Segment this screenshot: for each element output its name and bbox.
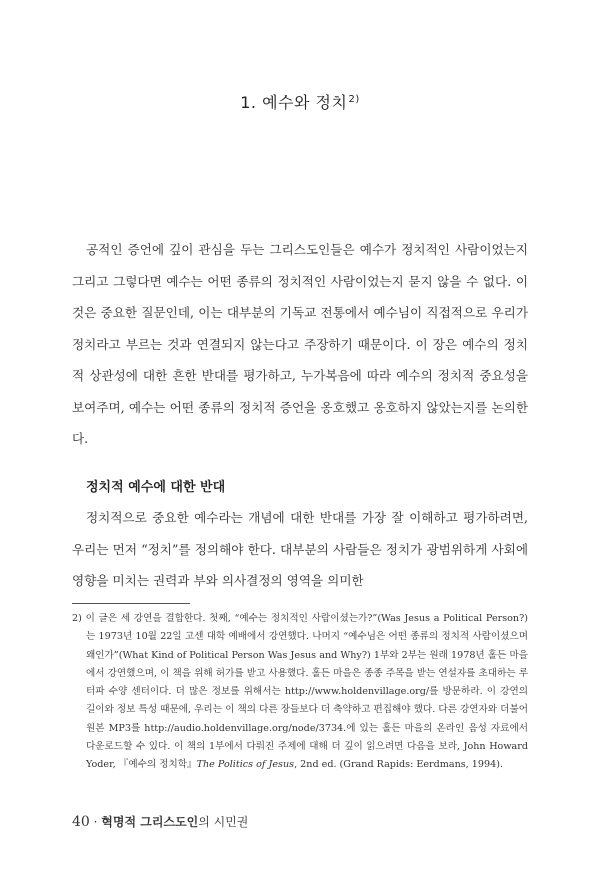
book-title-rest: 의 시민권 — [198, 815, 249, 829]
footnote — [72, 610, 528, 775]
chapter-title — [0, 90, 600, 113]
intro-paragraph: 공적인 증언에 깊이 관심을 두는 그리스도인들은 예수가 정치적인 사람이었는지 그리고 그렇다면 예수는 어떤 종류의 정치적인 사람이었는지 묻지 않을 수 없다. 이것은 중요한 질문인데, 이는 대부분의 기독교 전통에서 예수님이 직접적으로 우리가 정치라고 부르는 것과 연결되지 않는다고 주장하기 때문이다. 이 장은 예수의 정치적 상관성에 대한 흔한 반대를 평가하고, 누가복음에 따라 예수의 정치적 중요성을 보여주며, 예수는 어떤 종류의 정치적 증언을 옹호했고 옹호하지 않았는지를 논의한다. — [72, 242, 528, 446]
footnote-number: 2) — [72, 613, 82, 624]
footnote-italic-title: The Politics of Jesus — [196, 759, 295, 771]
section-paragraph: 정치적으로 중요한 예수라는 개념에 대한 반대를 가장 잘 이해하고 평가하려면, 우리는 먼저 “정치”를 정의해야 한다. 대부분의 사람들은 정치가 광범위하게 사회에 영향을 미치는 권력과 부와 의사결정의 영역을 의미한 — [72, 510, 528, 588]
footnote-text: 이 글은 세 강연을 결합한다. 첫째, “예수는 정치적인 사람이셨는가?”(Was Jesus a Political Person?)는 1973년 10월 22일 고센 대학 예배에서 강연했다. 나머지 “예수님은 어떤 종류의 정치적 사람이셨으며 왜인가”(What Kind of Political Person Was Jesus and Why?) 1부와 2부는 원래 1978년 홀든 마을에서 강연했으며, 이 책을 위해 허가를 받고 사용했다. 홀든 마을은 종종 주목을 받는 연설자를 초대하는 루터파 수양 센터이다. 더 많은 정보를 위해서는 http://www.holdenvillage.org/를 방문하라. 이 강연의 길이와 정보 특성 때문에, 우리는 이 책의 다른 장들보다 더 축약하고 편집해야 했다. 다른 강연자와 더불어 원본 MP3를 http://audio.holdenvillage.org/node/3734.에 있는 홀든 마을의 온라인 음성 자료에서 다운로드할 수 있다. 이 책의 1부에서 다뤄진 주제에 대해 더 깊이 읽으려면 다음을 보라, John Howard Yoder, 『예수의 정치학』 — [85, 613, 528, 771]
footer-separator: · — [89, 815, 102, 829]
page-number: 40 — [72, 814, 90, 830]
chapter-title-text: 1. 예수와 정치 — [240, 93, 348, 112]
footnote-reference[interactable]: 2) — [348, 94, 360, 105]
footnote-citation-end: , 2nd ed. (Grand Rapids: Eerdmans, 1994). — [294, 759, 503, 771]
book-title-bold: 혁명적 그리스도인 — [101, 815, 199, 829]
section-heading: 정치적 예수에 대한 반대 — [86, 480, 226, 495]
footnote-divider — [72, 603, 190, 604]
page-footer — [72, 813, 248, 830]
